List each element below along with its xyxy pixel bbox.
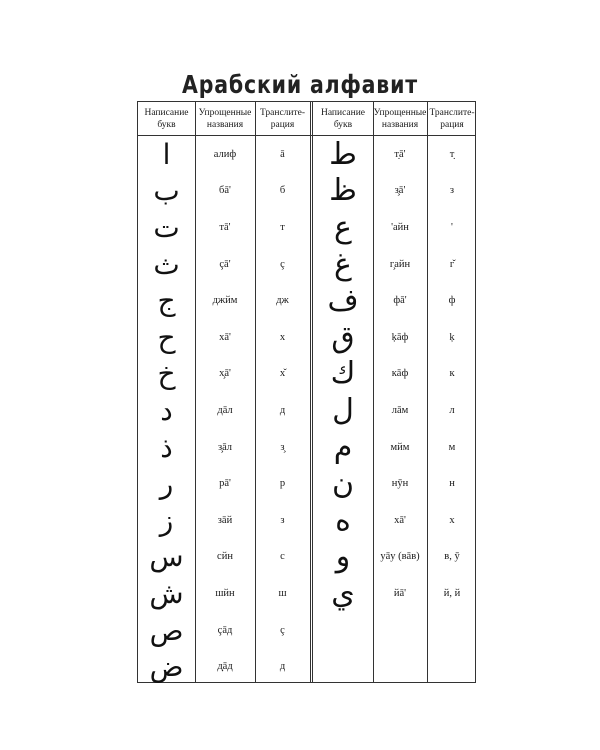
arabic-letter: ذ [160, 430, 173, 464]
transliteration: дж [276, 295, 289, 307]
transliteration: т [280, 221, 285, 233]
transliteration: ç [280, 624, 285, 636]
transliteration: р [279, 478, 286, 490]
letter-name: йā' [393, 587, 407, 599]
transliteration: й, й [443, 587, 461, 599]
transliteration: л [449, 404, 455, 416]
letter-name: з̧āл [217, 441, 233, 453]
transliteration: х [279, 331, 286, 343]
letter-name: рā' [219, 478, 231, 490]
arabic-letter: ف [327, 283, 359, 319]
letter-name: з̧ā' [394, 185, 406, 197]
arabic-letter: م [333, 429, 353, 465]
letter-name: 'айн [391, 221, 409, 233]
letter-name: çā' [219, 258, 231, 270]
arabic-letter: س [149, 540, 184, 574]
transliteration: ш [278, 587, 287, 599]
letter-name: алиф [213, 148, 237, 160]
transliteration: н [449, 478, 455, 490]
transliteration: д [279, 661, 286, 673]
arabic-letter: ث [153, 247, 180, 281]
arabic-letter: ج [157, 284, 176, 318]
arabic-letter: ع [334, 209, 352, 245]
letter-name: мйм [390, 441, 410, 453]
transliteration: з [280, 514, 285, 526]
arabic-letter: ه [335, 502, 351, 538]
letter-name: кāф [391, 368, 409, 380]
letter-name: сйн [217, 551, 233, 563]
transliteration: г̌ [449, 258, 455, 270]
transliteration: ' [451, 221, 453, 233]
letter-name: нӯн [391, 478, 409, 490]
letter-name: ķāф [391, 331, 409, 343]
arabic-letter: ز [159, 503, 174, 537]
page-title: Арабский алфавит [182, 70, 418, 99]
header-names-left: Упрощенные названия [198, 108, 252, 130]
letter-name: зāй [217, 514, 233, 526]
letter-name: бā' [219, 185, 231, 197]
alphabet-table [137, 101, 476, 683]
arabic-letter: ت [153, 210, 180, 244]
transliteration: в, ӯ [444, 551, 460, 563]
arabic-letter: ظ [329, 173, 357, 209]
arabic-letter: ل [332, 392, 354, 428]
transliteration: ķ [449, 331, 455, 343]
header-writing-left: Написание букв [144, 108, 189, 130]
transliteration: с [280, 551, 285, 563]
letter-name: дāл [217, 404, 233, 416]
transliteration: ф [448, 295, 456, 307]
arabic-letter: غ [334, 246, 352, 282]
letter-name: фā' [393, 295, 407, 307]
transliteration: б [279, 185, 286, 197]
transliteration: ā [280, 148, 285, 160]
letter-name: г̧айн [389, 258, 411, 270]
arabic-letter: ض [149, 650, 184, 684]
letter-name: çāд [217, 624, 233, 636]
transliteration: ç [280, 258, 285, 270]
transliteration: д [279, 404, 286, 416]
arabic-letter: ط [329, 136, 357, 172]
transliteration: х [449, 514, 455, 526]
header-translit-left: Транслите- рация [259, 108, 306, 130]
arabic-letter: ك [330, 356, 356, 392]
letter-name: т̣ā' [394, 148, 406, 160]
header-writing-right: Написание букв [320, 108, 366, 130]
letter-name: уāу (вāв) [380, 551, 420, 563]
letter-name: шйн [215, 587, 235, 599]
arabic-letter: ا [162, 137, 171, 171]
letter-name: лāм [391, 404, 409, 416]
arabic-letter: ر [159, 467, 174, 501]
letter-name: джйм [212, 295, 238, 307]
transliteration: к [449, 368, 455, 380]
transliteration: з [449, 185, 455, 197]
transliteration: м [448, 441, 456, 453]
header-translit-right: Транслите- рация [429, 108, 475, 130]
letter-name: хā' [219, 331, 231, 343]
arabic-letter: ش [149, 576, 184, 610]
arabic-letter: و [335, 539, 351, 575]
letter-name: тā' [219, 221, 231, 233]
arabic-letter: د [160, 393, 173, 427]
arabic-letter: ح [157, 320, 176, 354]
transliteration: х̌ [279, 368, 286, 380]
arabic-letter: خ [157, 357, 176, 391]
arabic-letter: ق [331, 319, 355, 355]
arabic-letter: ي [331, 575, 355, 611]
arabic-letter: ص [149, 613, 184, 647]
letter-name: хā' [394, 514, 406, 526]
letter-name: д̣āд [217, 661, 233, 673]
letter-name: х̧ā' [219, 368, 231, 380]
arabic-letter: ب [153, 174, 180, 208]
arabic-letter: ن [331, 466, 355, 502]
header-names-right: Упрощенные названия [373, 108, 427, 130]
transliteration: з̧ [280, 441, 285, 453]
transliteration: т̣ [449, 148, 455, 160]
